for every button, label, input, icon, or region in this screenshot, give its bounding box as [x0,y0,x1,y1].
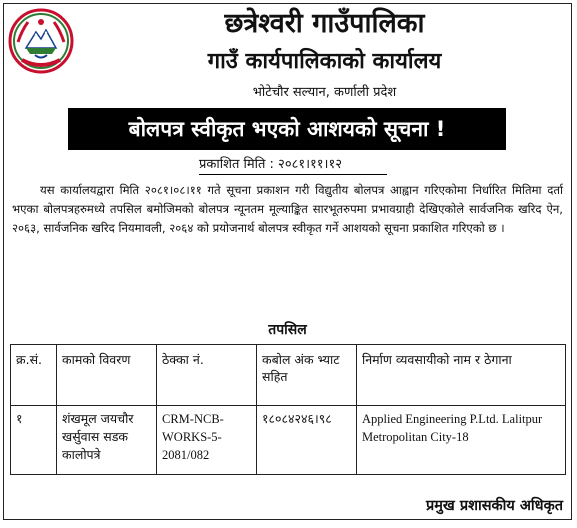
table-row [11,406,566,475]
nepal-emblem-icon [8,8,74,74]
published-date: प्रकाशित मिति : २०८१।११।१२ [199,157,342,172]
office-name: गाउँ कार्यपालिकाको कार्यालय [207,49,442,74]
office-address: भोटेचौर सल्यान, कर्णाली प्रदेश [252,85,397,100]
cell-bid-amount: १८०८४२४६।९८ [257,406,357,475]
bid-table [10,344,566,475]
notice-body: यस कार्यालयद्वारा मिति २०८१।०८।११ गते सूचना प्रकाशन गरी विद्युतीय बोलपत्र आह्वान गरिएकोमा निर्धारित मितिमा दर्ता भएका बोलपत्रहरुमध्ये तपसिल बमोजिमको बोलपत्र न्यूनतम मूल्याङ्कित सारभूतरुपमा प्रभावग्राही देखिएकोले सार्वजनिक खरिद ऐन, २०६३, सार्वजनिक खरिद नियमावली, २०६४ को प्रयोजनार्थ बोलपत्र स्वीकृत गर्ने आशयको सूचना प्रकाशित गरिएको छ । [12,183,563,235]
cell-contractor: Applied Engineering P.Ltd. Lalitpur Metropolitan City-18 [357,406,566,475]
header-bid-amount: कबोल अंक भ्याट सहित [257,345,357,406]
notice-title: बोलपत्र स्वीकृत भएको आशयको सूचना ! [68,108,506,150]
org-name: छत्रेश्वरी गाउँपालिका [224,8,425,39]
cell-sn: १ [11,406,57,475]
signature-title: प्रमुख प्रशासकीय अधिकृत [426,498,563,514]
table-header-row [11,345,566,406]
cell-contract-no: CRM-NCB-WORKS-5-2081/082 [157,406,257,475]
notice-page [3,3,572,520]
section-title: तपसिल [268,322,307,338]
header-sn: क्र.सं. [11,345,57,406]
header-description: कामको विवरण [57,345,157,406]
cell-description: शंखमूल जयचौर खर्सुवास सडक कालोपत्रे [57,406,157,475]
header-contractor: निर्माण व्यवसायीको नाम र ठेगाना [357,345,566,406]
header-contract-no: ठेक्का नं. [157,345,257,406]
published-date-underline [199,174,387,175]
